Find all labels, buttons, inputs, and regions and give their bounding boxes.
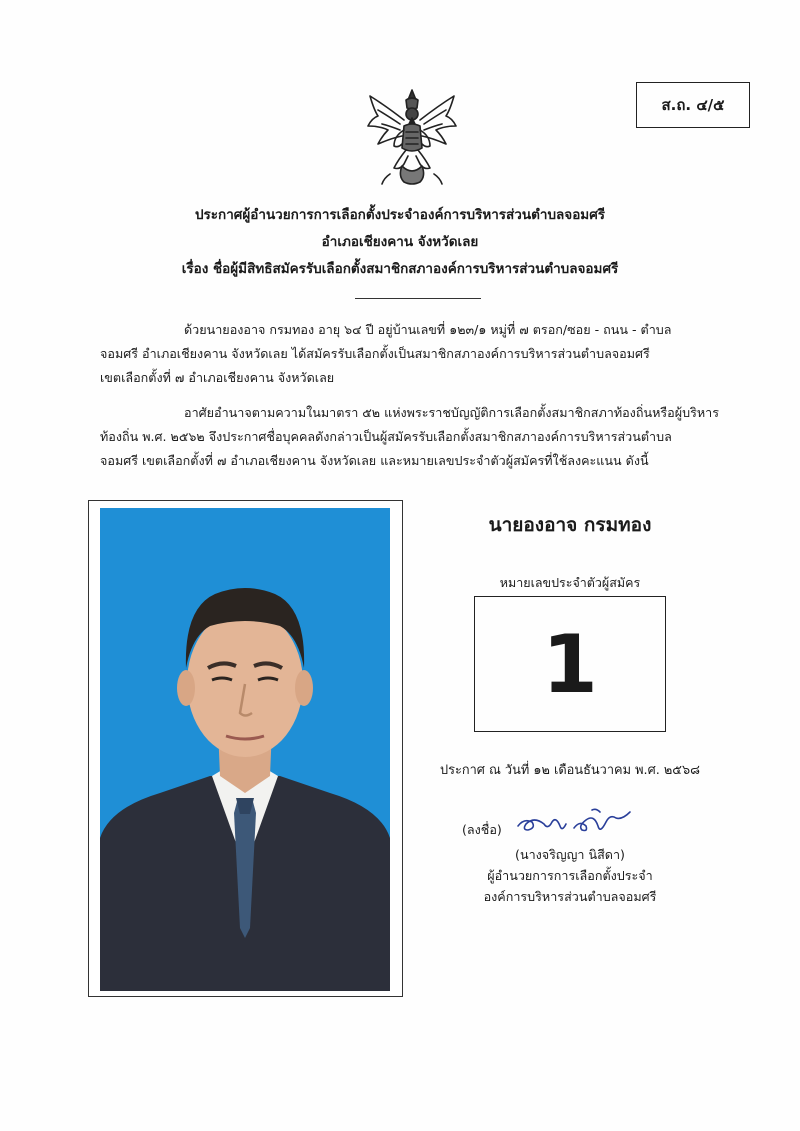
signer-name: (นางจริญญา นิสีดา) [515,847,625,862]
announcement-date: ประกาศ ณ วันที่ ๑๒ เดือนธันวาคม พ.ศ. ๒๕๖๘ [440,763,700,778]
header-divider [355,298,481,299]
header-line-3: เรื่อง ชื่อผู้มีสิทธิสมัครรับเลือกตั้งสมาชิกสภาองค์การบริหารส่วนตำบลจอมศรี [181,261,619,277]
candidate-photo [100,508,390,991]
paragraph-2-line: จอมศรี เขตเลือกตั้งที่ ๗ อำเภอเชียงคาน จังหวัดเลย และหมายเลขประจำตัวผู้สมัครที่ใช้ลงคะแนน ดังนี้ [100,453,649,468]
candidate-number-box [474,596,666,732]
candidate-number-label: หมายเลขประจำตัวผู้สมัคร [499,575,641,590]
signer-title-line-2: องค์การบริหารส่วนตำบลจอมศรี [483,889,657,904]
paragraph-1 [100,318,710,390]
candidate-name: นายองอาจ กรมทอง [488,514,652,536]
signer-title-line-1: ผู้อำนวยการการเลือกตั้งประจำ [487,868,653,883]
form-code: ส.ถ. ๔/๕ [661,96,725,114]
paragraph-2 [100,401,719,473]
paragraph-1-line: ด้วยนายองอาจ กรมทอง อายุ ๖๔ ปี อยู่บ้านเลขที่ ๑๒๓/๑ หมู่ที่ ๗ ตรอก/ซอย - ถนน - ตำบล [184,322,672,337]
paragraph-2-line: อาศัยอำนาจตามความในมาตรา ๕๒ แห่งพระราชบัญญัติการเลือกตั้งสมาชิกสภาท้องถิ่นหรือผู้บริหาร [184,405,719,420]
handwritten-signature [514,804,634,840]
garuda-emblem-icon [364,86,460,188]
paragraph-1-line: จอมศรี อำเภอเชียงคาน จังหวัดเลย ได้สมัครรับเลือกตั้งเป็นสมาชิกสภาองค์การบริหารส่วนตำบลจอมศรี [100,346,650,361]
paragraph-2-line: ท้องถิ่น พ.ศ. ๒๕๖๒ จึงประกาศชื่อบุคคลดังกล่าวเป็นผู้สมัครรับเลือกตั้งสมาชิกสภาองค์การบริหารส่วนตำบล [100,429,672,444]
header-line-2: อำเภอเชียงคาน จังหวัดเลย [321,234,479,250]
paragraph-1-line: เขตเลือกตั้งที่ ๗ อำเภอเชียงคาน จังหวัดเลย [100,370,335,385]
form-code-box [636,82,750,128]
sign-label: (ลงชื่อ) [462,822,502,837]
candidate-number: 1 [542,617,598,711]
header-line-1: ประกาศผู้อำนวยการการเลือกตั้งประจำองค์การบริหารส่วนตำบลจอมศรี [194,207,606,223]
